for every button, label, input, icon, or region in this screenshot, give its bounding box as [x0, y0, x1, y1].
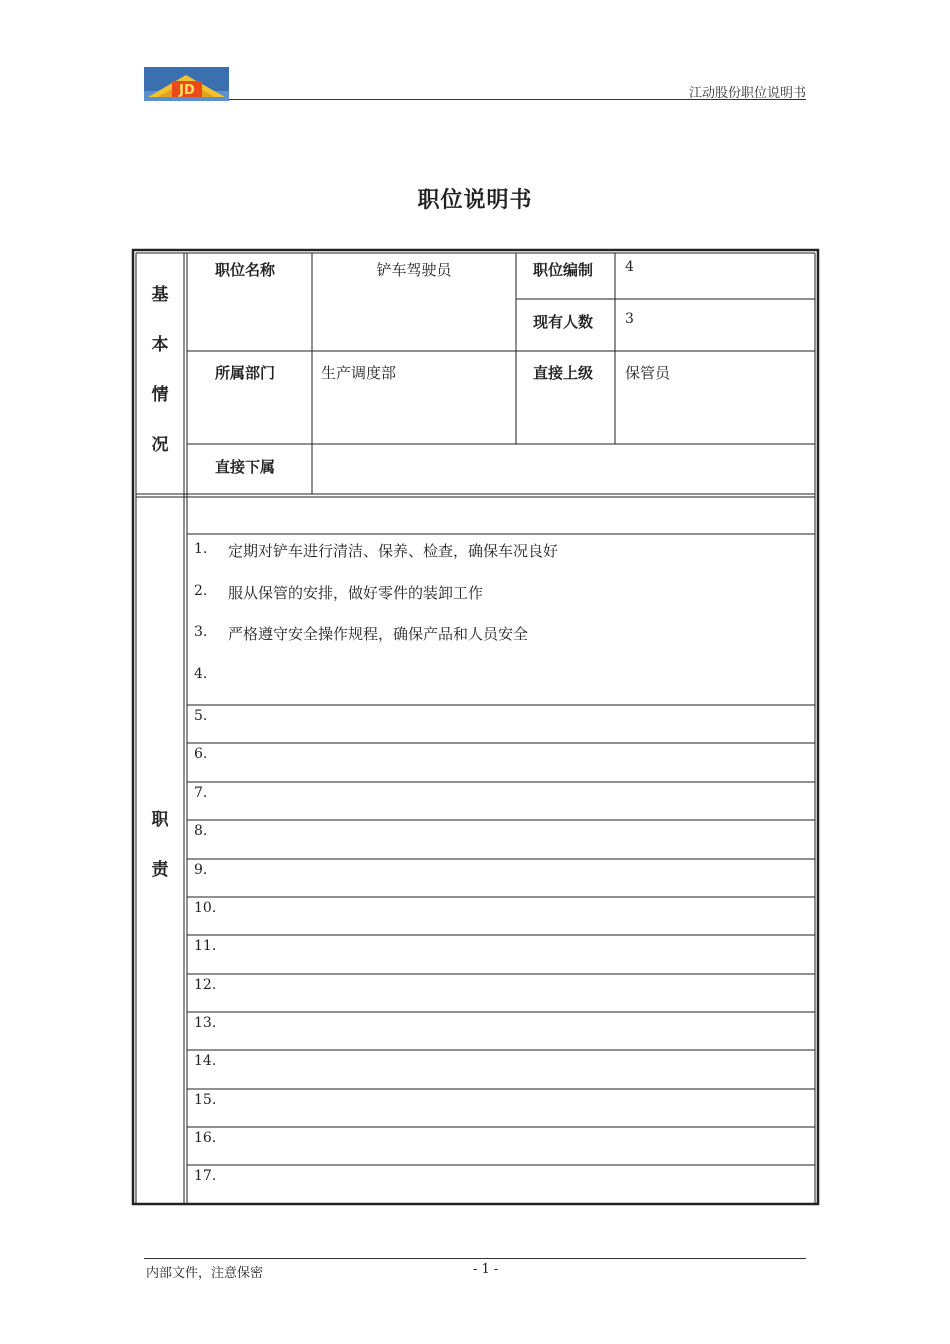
- headcount-current-value: 3: [625, 311, 634, 327]
- superior-label: 直接上级: [533, 364, 594, 382]
- duty-number: 9.: [194, 862, 208, 878]
- duty-number: 14.: [194, 1053, 217, 1069]
- position-name-value: 铲车驾驶员: [376, 261, 452, 279]
- logo-text: JD: [179, 83, 195, 98]
- header-doc-title: 江动股份职位说明书: [688, 86, 806, 101]
- footer-rule: [144, 1258, 806, 1259]
- department-label: 所属部门: [215, 364, 276, 382]
- headcount-plan-value: 4: [625, 259, 634, 275]
- page-title: 职位说明书: [417, 188, 533, 213]
- duty-text: 服从保管的安排，做好零件的装卸工作: [228, 584, 484, 602]
- duty-number: 11.: [194, 938, 217, 954]
- duty-number: 7.: [194, 785, 208, 801]
- duty-number: 3.: [194, 624, 208, 640]
- duty-number: 2.: [194, 583, 208, 599]
- duty-number: 1.: [194, 541, 208, 557]
- position-name-label: 职位名称: [215, 261, 276, 279]
- duty-number: 16.: [194, 1130, 217, 1146]
- duty-number: 10.: [194, 900, 217, 916]
- duty-number: 17.: [194, 1168, 217, 1184]
- duty-number: 13.: [194, 1015, 217, 1031]
- duty-number: 6.: [194, 746, 208, 762]
- duty-number: 15.: [194, 1092, 217, 1108]
- page-number: - 1 -: [473, 1262, 499, 1277]
- duties-section-label-1: 职: [151, 810, 169, 830]
- duty-text: 严格遵守安全操作规程，确保产品和人员安全: [228, 625, 529, 643]
- headcount-plan-label: 职位编制: [533, 261, 594, 279]
- basic-section-label-3: 情: [151, 385, 169, 405]
- duty-number: 8.: [194, 823, 208, 839]
- basic-section-label-2: 本: [151, 335, 169, 355]
- duty-number: 4.: [194, 666, 208, 682]
- duties-section-label-2: 责: [151, 860, 169, 880]
- basic-section-label-1: 基: [151, 285, 169, 305]
- company-logo: [144, 67, 229, 101]
- duty-number: 12.: [194, 977, 217, 993]
- footer-confidential: 内部文件，注意保密: [146, 1266, 264, 1281]
- duty-text: 定期对铲车进行清洁、保养、检查，确保车况良好: [228, 542, 559, 560]
- department-value: 生产调度部: [321, 364, 397, 382]
- superior-value: 保管员: [625, 364, 671, 382]
- headcount-current-label: 现有人数: [533, 313, 594, 331]
- basic-section-label-4: 况: [151, 435, 169, 455]
- duty-number: 5.: [194, 708, 208, 724]
- subordinate-label: 直接下属: [215, 458, 276, 476]
